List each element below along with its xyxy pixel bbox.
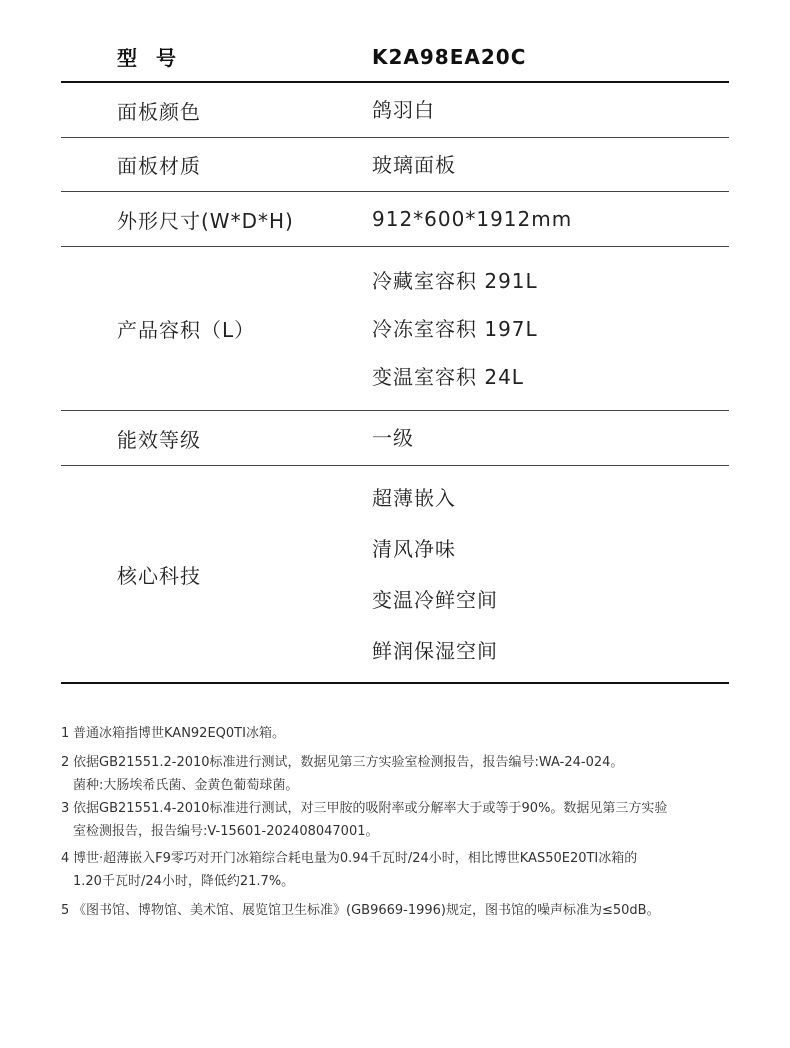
footnote-number: 5 bbox=[61, 903, 70, 918]
model-number: K2A98EA20C bbox=[372, 44, 527, 69]
row-label: 面板颜色 bbox=[117, 99, 201, 124]
footnote-line: 室检测报告，报告编号:V-15601-202408047001。 bbox=[73, 824, 379, 839]
table-row-core-tech bbox=[61, 466, 729, 684]
row-label: 外形尺寸(W*D*H) bbox=[117, 208, 294, 233]
row-value: 清风净味 bbox=[372, 536, 456, 561]
footnote-number: 1 bbox=[61, 726, 70, 741]
table-row-panel-material bbox=[61, 138, 729, 192]
footnote bbox=[61, 899, 751, 922]
row-values bbox=[372, 247, 729, 410]
table-row-energy bbox=[61, 411, 729, 466]
row-value: 一级 bbox=[372, 426, 414, 450]
spec-table bbox=[61, 32, 729, 684]
footnote-line bbox=[61, 847, 751, 870]
table-row-dimensions bbox=[61, 192, 729, 247]
footnote-line: 菌种:大肠埃希氏菌、金黄色葡萄球菌。 bbox=[73, 778, 299, 793]
footnote-text: 博世·超薄嵌入F9零巧对开门冰箱综合耗电量为0.94千瓦时/24小时，相比博世KAS50E20TI冰箱的 bbox=[73, 851, 638, 866]
footnote-number: 3 bbox=[61, 801, 70, 816]
footnote bbox=[61, 751, 751, 797]
footnote-line bbox=[61, 751, 751, 774]
footnote bbox=[61, 797, 751, 843]
table-row-capacity bbox=[61, 247, 729, 411]
model-label: 型 号 bbox=[117, 46, 182, 70]
table-row-panel-color bbox=[61, 83, 729, 138]
footnote-line bbox=[61, 899, 751, 922]
row-label: 产品容积（L） bbox=[117, 318, 256, 342]
row-values bbox=[372, 192, 729, 246]
footnotes bbox=[61, 722, 751, 922]
row-values bbox=[372, 466, 729, 682]
row-value: 鲜润保湿空间 bbox=[372, 638, 498, 663]
row-value: 鸽羽白 bbox=[372, 98, 435, 122]
row-label: 能效等级 bbox=[117, 427, 201, 452]
row-value: 冷冻室容积 197L bbox=[372, 316, 538, 341]
row-values bbox=[372, 411, 729, 465]
row-value: 玻璃面板 bbox=[372, 152, 456, 177]
model-value bbox=[372, 32, 729, 81]
row-value: 超薄嵌入 bbox=[372, 485, 456, 510]
footnote-text: 依据GB21551.4-2010标准进行测试，对三甲胺的吸附率或分解率大于或等于90%。数据见第三方实验 bbox=[73, 801, 668, 816]
row-label: 面板材质 bbox=[117, 154, 201, 178]
table-header-row bbox=[61, 32, 729, 83]
footnote-number: 2 bbox=[61, 755, 70, 770]
footnote-line bbox=[61, 797, 751, 820]
row-values bbox=[372, 138, 729, 191]
footnote-line: 1.20千瓦时/24小时，降低约21.7%。 bbox=[73, 874, 295, 889]
footnote-text: 普通冰箱指博世KAN92EQ0TI冰箱。 bbox=[73, 726, 285, 741]
footnote-text: 《图书馆、博物馆、美术馆、展览馆卫生标准》(GB9669-1996)规定，图书馆的噪声标准为≤50dB。 bbox=[73, 903, 660, 918]
footnote-text: 依据GB21551.2-2010标准进行测试，数据见第三方实验室检测报告，报告编号:WA-24-024。 bbox=[73, 755, 624, 770]
footnote-line bbox=[61, 722, 751, 745]
footnote bbox=[61, 722, 751, 745]
row-value: 变温冷鲜空间 bbox=[372, 587, 498, 612]
row-values bbox=[372, 83, 729, 137]
row-value: 912*600*1912mm bbox=[372, 207, 573, 231]
footnote-number: 4 bbox=[61, 851, 70, 866]
row-label: 核心科技 bbox=[117, 563, 201, 588]
footnote bbox=[61, 847, 751, 893]
row-value: 冷藏室容积 291L bbox=[372, 268, 538, 293]
row-value: 变温室容积 24L bbox=[372, 364, 524, 389]
